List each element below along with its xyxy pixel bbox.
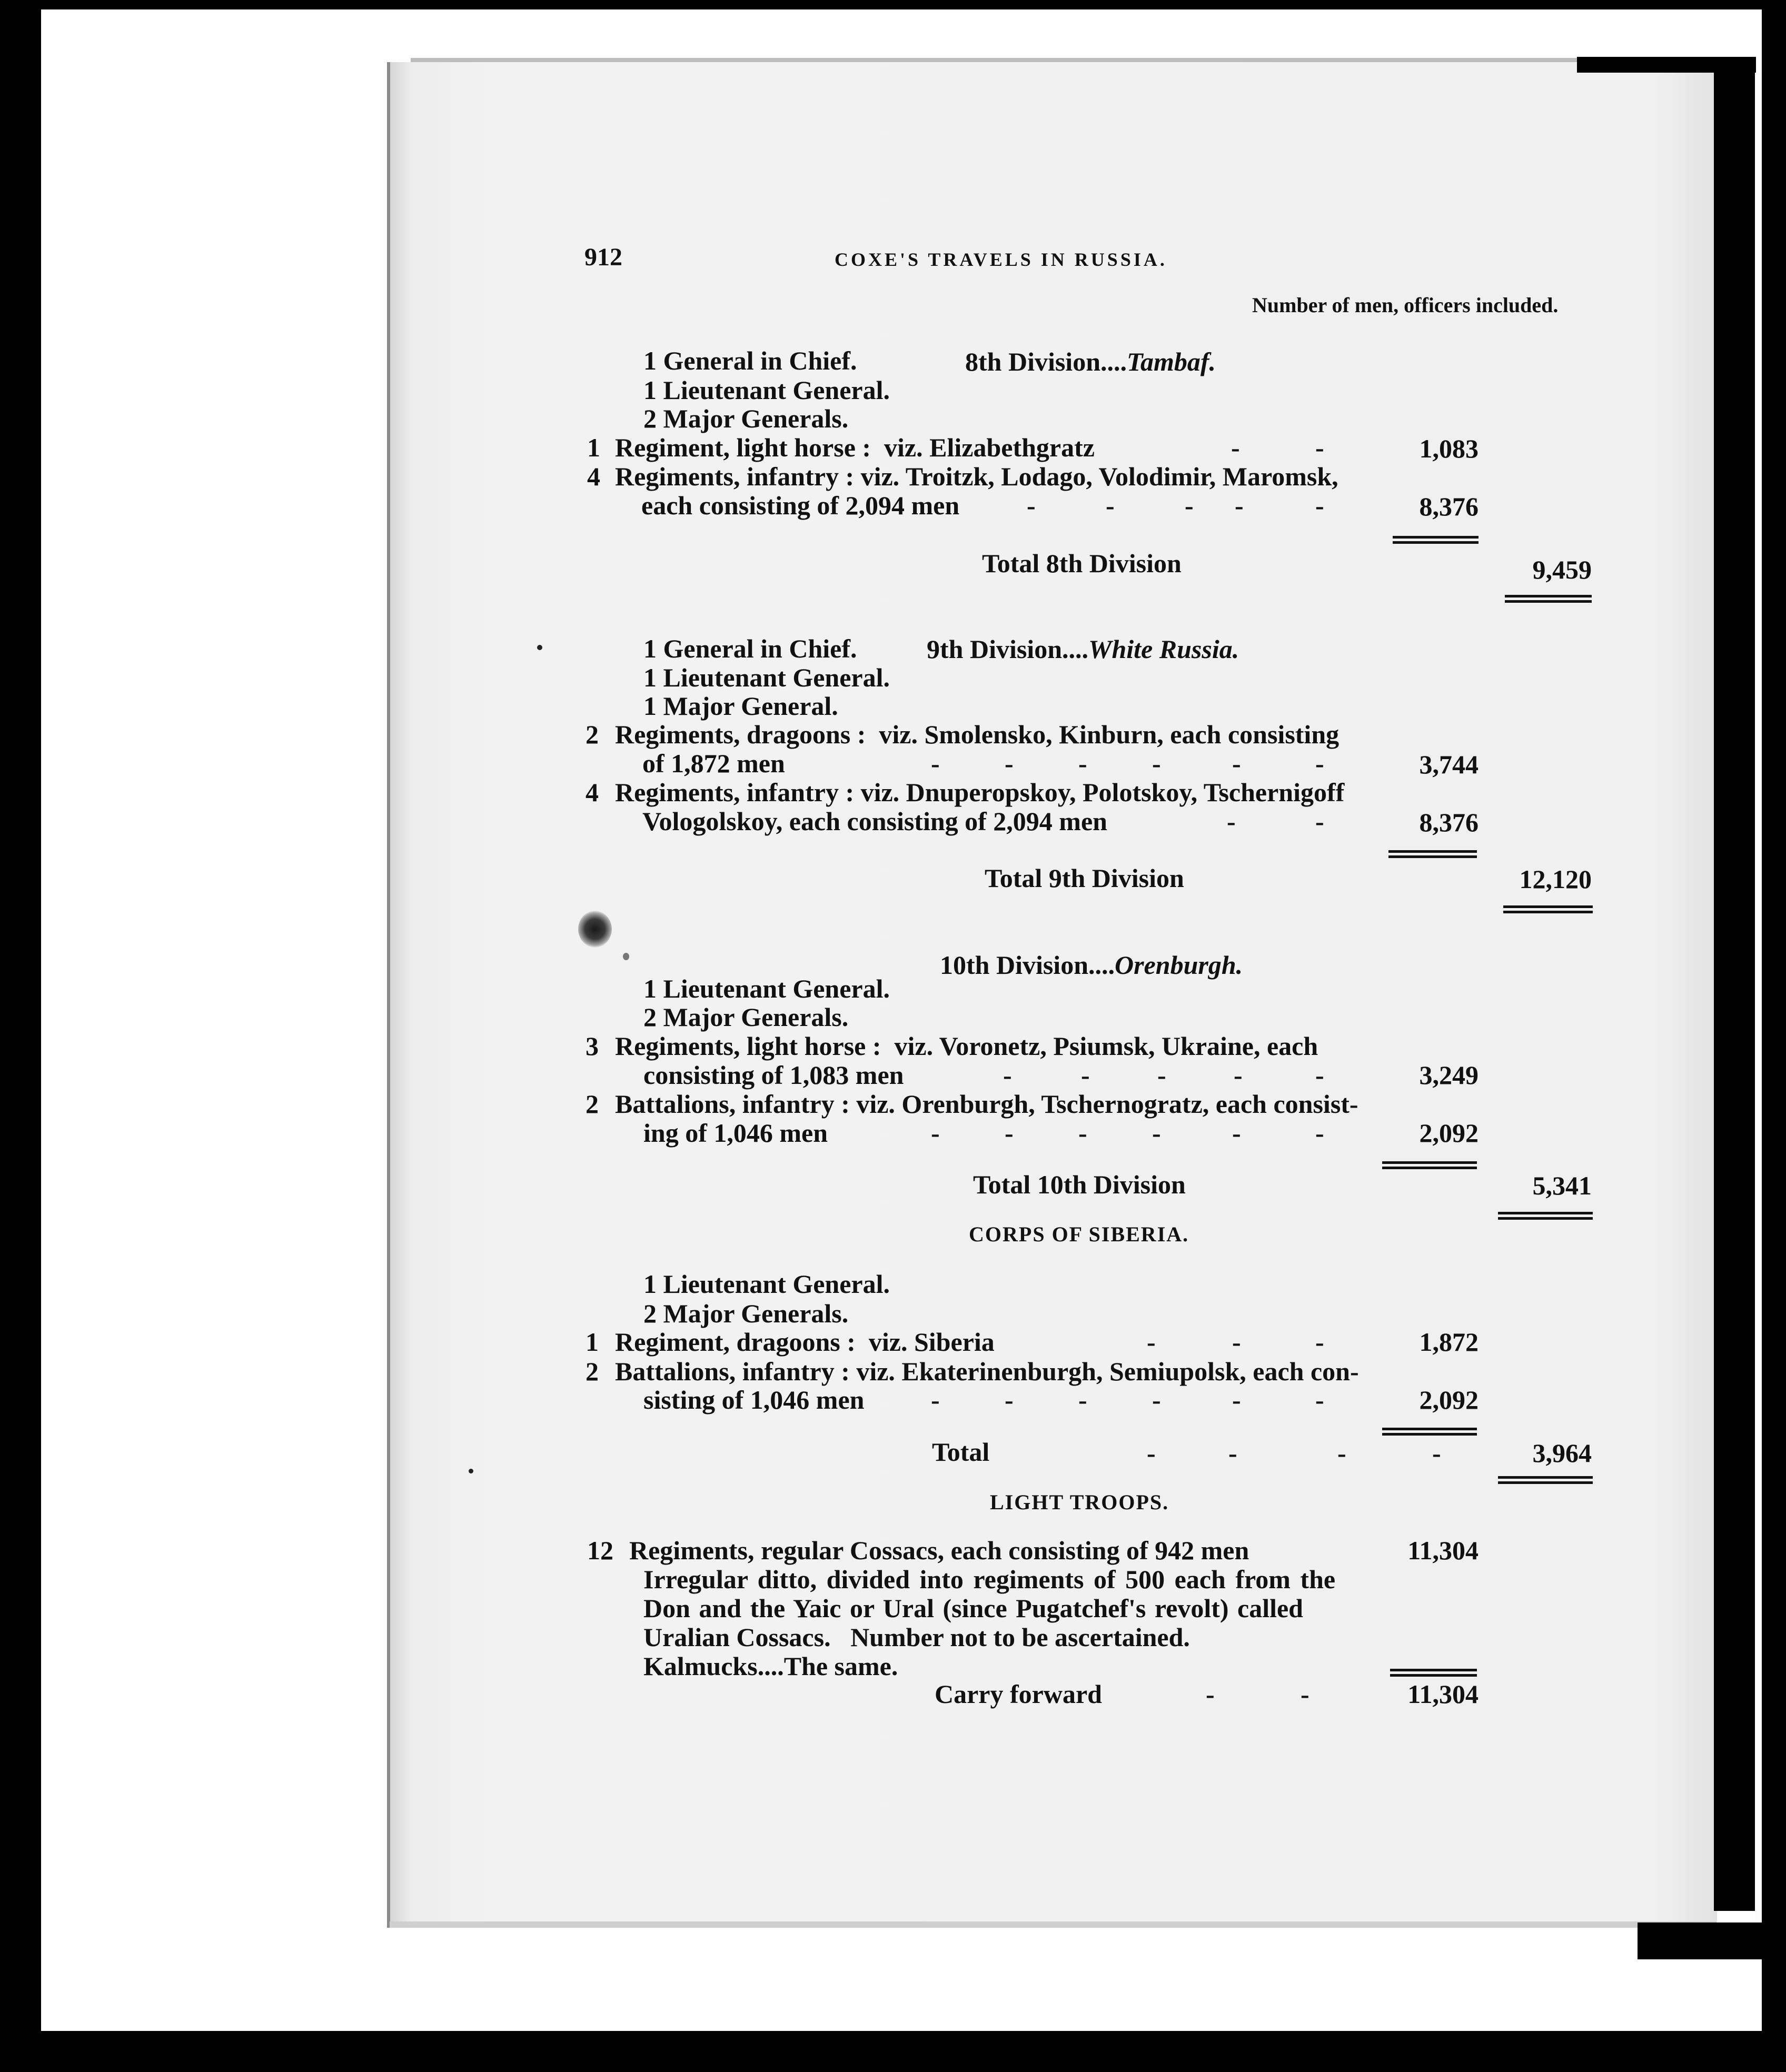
leader-dot: - — [1231, 433, 1240, 462]
div9-row1-count: 2 — [586, 720, 599, 749]
sum-rule — [1393, 536, 1479, 539]
leader-dot: - — [1232, 1327, 1241, 1357]
div9-row1-text-a: Regiments, dragoons : viz. Smolensko, Kinburn, each consisting — [615, 720, 1339, 749]
leader-dot: - — [1005, 749, 1014, 778]
leader-dot: - — [1147, 1438, 1156, 1468]
division-9-title: 9th Division....White Russia. — [927, 634, 1239, 664]
leader-dot: - — [1005, 1385, 1014, 1414]
leader-dot: - — [1315, 433, 1324, 462]
scan-border-top — [0, 0, 1786, 9]
leader-dot: - — [1185, 491, 1194, 520]
sum-rule — [1382, 1433, 1477, 1436]
light-para-line-b: Don and the Yaic or Ural (since Pugatchef's revolt) called — [643, 1593, 1303, 1623]
div9-row1-value: 3,744 — [1419, 750, 1479, 779]
leader-dot: - — [1227, 806, 1236, 836]
div10-row1-value: 3,249 — [1419, 1060, 1479, 1090]
div9-row1-text-b: of 1,872 men — [642, 749, 785, 778]
leader-dot: - — [931, 1385, 940, 1414]
sum-rule — [1390, 1669, 1477, 1671]
leader-dot: - — [1152, 749, 1161, 778]
div10-total-value: 5,341 — [1532, 1171, 1592, 1200]
total-rule — [1498, 1481, 1593, 1484]
facing-page-edge — [1755, 73, 1762, 1922]
leader-dot: - — [1315, 1060, 1324, 1090]
leader-dot: - — [931, 749, 940, 778]
div10-row1-count: 3 — [586, 1031, 599, 1061]
carry-forward-value: 11,304 — [1407, 1679, 1479, 1709]
sum-rule — [1388, 855, 1477, 858]
div10-row2-text-b: ing of 1,046 men — [643, 1118, 828, 1148]
div8-major-generals: 2 Major Generals. — [643, 404, 849, 433]
total-rule — [1505, 600, 1592, 603]
ink-speck — [469, 1469, 473, 1473]
div10-row2-value: 2,092 — [1419, 1118, 1479, 1148]
page-number: 912 — [584, 243, 622, 271]
leader-dot: - — [1232, 1385, 1241, 1414]
div9-row2-value: 8,376 — [1419, 808, 1479, 837]
leader-dot: - — [931, 1118, 940, 1148]
div10-lieutenant-general: 1 Lieutenant General. — [643, 974, 890, 1003]
ink-speck — [623, 953, 629, 960]
sum-rule — [1390, 1674, 1477, 1677]
siberia-row2-count: 2 — [586, 1357, 599, 1386]
div8-lieutenant-general: 1 Lieutenant General. — [643, 375, 890, 405]
div9-row2-count: 4 — [586, 778, 599, 807]
leader-dot: - — [1228, 1438, 1237, 1468]
total-rule — [1503, 905, 1593, 908]
total-rule — [1498, 1217, 1593, 1220]
leader-dot: - — [1078, 749, 1087, 778]
div8-row1-value: 1,083 — [1419, 434, 1479, 463]
total-rule — [1503, 911, 1593, 913]
div9-total-value: 12,120 — [1519, 864, 1592, 894]
div10-row1-text-b: consisting of 1,083 men — [643, 1060, 904, 1090]
div8-row1-count: 1 — [587, 433, 600, 462]
division-8-title: 8th Division....Tambaf. — [965, 347, 1216, 376]
column-heading: Number of men, officers included. — [1252, 293, 1559, 317]
total-rule — [1498, 1476, 1593, 1479]
div8-total-value: 9,459 — [1532, 555, 1592, 584]
binding-shadow-right — [1714, 68, 1755, 1911]
div8-row2-text-b: each consisting of 2,094 men — [641, 491, 960, 520]
page-bottom-edge — [390, 1921, 1716, 1928]
leader-dot: - — [1315, 749, 1324, 778]
leader-dot: - — [1078, 1118, 1087, 1148]
leader-dot: - — [1157, 1060, 1166, 1090]
leader-dot: - — [1235, 491, 1244, 520]
leader-dot: - — [1337, 1438, 1346, 1468]
siberia-total-value: 3,964 — [1532, 1438, 1592, 1468]
leader-dot: - — [1315, 1118, 1324, 1148]
div10-major-generals: 2 Major Generals. — [643, 1002, 849, 1032]
light-para-line-d: Kalmucks....The same. — [643, 1651, 898, 1681]
total-rule — [1505, 595, 1592, 597]
div10-total-label: Total 10th Division — [973, 1170, 1186, 1199]
leader-dot: - — [1315, 806, 1324, 836]
siberia-row1-text: Regiment, dragoons : viz. Siberia — [615, 1327, 995, 1357]
light-troops-title: LIGHT TROOPS. — [990, 1490, 1169, 1514]
siberia-row2-text-a: Battalions, infantry : viz. Ekaterinenburgh, Semiupolsk, each con- — [615, 1357, 1359, 1386]
sum-rule — [1388, 850, 1477, 853]
leader-dot: - — [1432, 1438, 1441, 1468]
leader-dot: - — [1315, 1327, 1324, 1357]
leader-dot: - — [1106, 491, 1115, 520]
div9-total-label: Total 9th Division — [985, 863, 1184, 893]
div8-row1-text: Regiment, light horse : viz. Elizabethgratz — [615, 433, 1095, 462]
div10-row1-text-a: Regiments, light horse : viz. Voronetz, Psiumsk, Ukraine, each — [615, 1031, 1318, 1061]
light-para-line-a: Irregular ditto, divided into regiments of 500 each from the — [643, 1565, 1336, 1594]
scan-border-right — [1762, 0, 1786, 2072]
light-row1-count: 12 — [587, 1536, 613, 1565]
light-para-line-c: Uralian Cossacs. Number not to be ascertained. — [643, 1622, 1190, 1652]
sum-rule — [1382, 1167, 1477, 1169]
ink-blot — [578, 911, 612, 948]
total-rule — [1498, 1212, 1593, 1214]
light-row1-text: Regiments, regular Cossacs, each consisting of 942 men — [629, 1536, 1249, 1565]
leader-dot: - — [1081, 1060, 1090, 1090]
leader-dot: - — [1301, 1679, 1309, 1709]
leader-dot: - — [1152, 1118, 1161, 1148]
siberia-row2-text-b: sisting of 1,046 men — [643, 1385, 865, 1414]
siberia-row1-count: 1 — [586, 1327, 599, 1357]
div9-general-in-chief: 1 General in Chief. — [643, 634, 857, 663]
scan-border-bottom — [0, 2031, 1786, 2072]
div8-row2-text-a: Regiments, infantry : viz. Troitzk, Lodago, Volodimir, Maromsk, — [615, 462, 1338, 491]
siberia-row2-value: 2,092 — [1419, 1385, 1479, 1414]
leader-dot: - — [1206, 1679, 1215, 1709]
binding-shadow-bottom — [1638, 1922, 1762, 1959]
leader-dot: - — [1152, 1385, 1161, 1414]
div10-row2-text-a: Battalions, infantry : viz. Orenburgh, Tschernogratz, each consist- — [615, 1089, 1358, 1119]
div8-total-label: Total 8th Division — [982, 549, 1182, 578]
siberia-major-generals: 2 Major Generals. — [643, 1299, 849, 1328]
siberia-lieutenant-general: 1 Lieutenant General. — [643, 1269, 890, 1299]
corps-of-siberia-title: CORPS OF SIBERIA. — [969, 1222, 1189, 1246]
leader-dot: - — [1147, 1327, 1156, 1357]
leader-dot: - — [1027, 491, 1036, 520]
sum-rule — [1382, 1161, 1477, 1164]
carry-forward-label: Carry forward — [935, 1679, 1102, 1709]
leader-dot: - — [1234, 1060, 1243, 1090]
sum-rule — [1393, 541, 1479, 544]
div8-row2-value: 8,376 — [1419, 492, 1479, 521]
div8-row2-count: 4 — [587, 462, 600, 491]
running-title: COXE'S TRAVELS IN RUSSIA. — [835, 249, 1167, 270]
div9-row2-text-a: Regiments, infantry : viz. Dnuperopskoy, Polotskoy, Tschernigoff — [615, 778, 1345, 807]
leader-dot: - — [1232, 1118, 1241, 1148]
light-row1-value: 11,304 — [1407, 1536, 1479, 1565]
leader-dot: - — [1232, 749, 1241, 778]
div9-lieutenant-general: 1 Lieutenant General. — [643, 663, 890, 692]
siberia-total-label: Total — [932, 1437, 990, 1467]
div8-general-in-chief: 1 General in Chief. — [643, 346, 857, 375]
leader-dot: - — [1315, 491, 1324, 520]
leader-dot: - — [1003, 1060, 1012, 1090]
division-10-title: 10th Division....Orenburgh. — [940, 950, 1243, 980]
siberia-row1-value: 1,872 — [1419, 1327, 1479, 1357]
leader-dot: - — [1005, 1118, 1014, 1148]
div9-major-general: 1 Major General. — [643, 691, 838, 721]
sum-rule — [1382, 1428, 1477, 1430]
div9-row2-text-b: Vologolskoy, each consisting of 2,094 men — [642, 806, 1107, 836]
ink-speck — [537, 645, 542, 650]
scan-border-left — [0, 0, 41, 2072]
div10-row2-count: 2 — [586, 1089, 599, 1119]
leader-dot: - — [1315, 1385, 1324, 1414]
leader-dot: - — [1078, 1385, 1087, 1414]
